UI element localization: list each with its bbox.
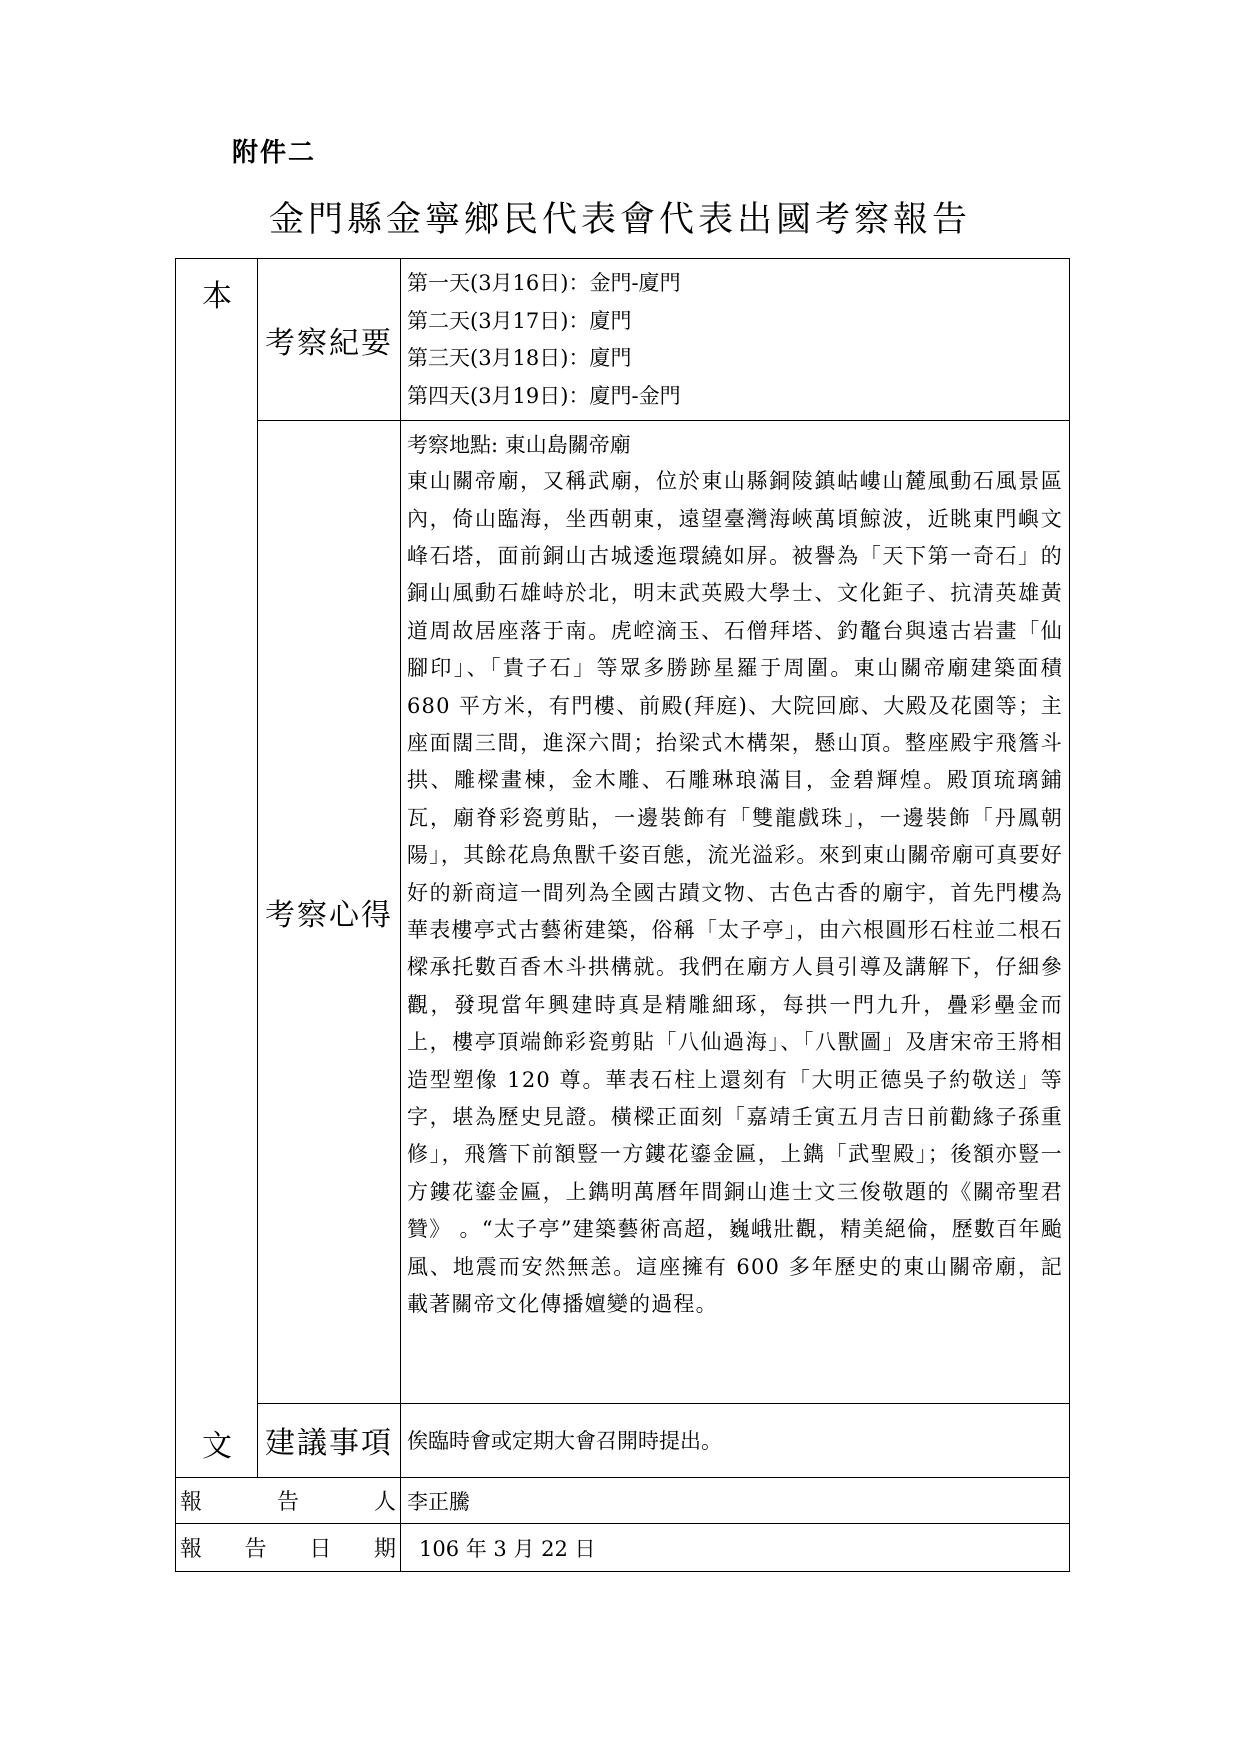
report-date-row [176,1524,1070,1572]
itinerary-item-day1: 第一天(3月16日)：金門-廈門 [407,271,681,295]
report-date-label-char: 報 [180,1537,203,1562]
reporter-label-char: 報 [180,1490,203,1515]
reflection-label: 考察心得 [258,421,401,1404]
report-date-label-char: 日 [309,1537,332,1562]
itinerary-item-day2: 第二天(3月17日)：廈門 [407,308,632,333]
body-section-char-bottom: 文 [202,1429,232,1464]
attachment-label: 附件二 [232,138,317,168]
itinerary-row [176,259,1070,421]
report-date-label-char: 告 [244,1537,267,1562]
reporter-name: 李正騰 [401,1478,1070,1524]
report-date-value: 106 年 3 月 22 日 [401,1524,1070,1572]
suggestion-text: 俟臨時會或定期大會召開時提出。 [401,1403,1070,1477]
reporter-row [176,1478,1070,1524]
itinerary-cell [401,259,1070,421]
itinerary-label: 考察紀要 [258,259,401,421]
suggestion-row [176,1403,1070,1477]
itinerary-list [401,259,1069,415]
itinerary-item-day3: 第三天(3月18日)：廈門 [407,346,632,370]
reflection-row [176,421,1070,1404]
reporter-label [176,1478,401,1524]
report-date-label-char: 期 [373,1537,396,1562]
body-section-cell [176,259,258,1478]
suggestion-label: 建議事項 [258,1403,401,1477]
reporter-label-char: 人 [373,1490,396,1515]
reflection-cell [401,421,1070,1404]
report-table [175,258,1070,1572]
report-date-label [176,1524,401,1572]
body-section-char-top: 本 [202,279,232,314]
itinerary-item-day4: 第四天(3月19日)：廈門-金門 [407,383,681,408]
document-title: 金門縣金寧鄉民代表會代表出國考察報告 [268,200,971,240]
reflection-location: 考察地點: 東山島關帝廟 [407,433,631,458]
reporter-label-char: 告 [276,1490,299,1515]
reflection-body-text: 東山關帝廟，又稱武廟，位於東山縣銅陵鎮岵嶁山麓風動石風景區內，倚山臨海，坐西朝東，遠望臺灣海峽萬頃鯨波，近眺東門嶼文峰石塔，面前銅山古城逶迤環繞如屏。被譽為「天下第一奇石」的銅山風動石雄峙於北，明末武英殿大學士、文化鉅子、抗清英雄黃道周故居座落于南。虎崆滴玉、石僧拜塔、釣鼇台與遠古岩畫「仙腳印」、「貴子石」等眾多勝跡星羅于周圍。東山關帝廟建築面積 680 平方米，有門樓、前殿(拜庭)、大院回廊、大殿及花園等；主座面闊三間，進深六間；抬梁式木構架，懸山頂。整座殿宇飛簷斗拱、雕樑畫棟，金木雕、石雕琳琅滿目，金碧輝煌。殿頂琉璃鋪瓦，廟脊彩瓷剪貼，一邊裝飾有「雙龍戲珠」，一邊裝飾「丹鳳朝陽」，其餘花鳥魚獸千姿百態，流光溢彩。來到東山關帝廟可真要好好的新商這一間列為全國古蹟文物、古色古香的廟宇，首先門樓為華表樓亭式古藝術建築，俗稱「太子亭」，由六根圓形石柱並二根石樑承托數百香木斗拱構就。我們在廟方人員引導及講解下，仔細參觀，發現當年興建時真是精雕細琢，每拱一門九升，疊彩壘金而上，樓亭頂端飾彩瓷剪貼「八仙過海」、「八獸圖」及唐宋帝王將相造型塑像 120 尊。華表石柱上還刻有「大明正德吳子約敬送」等字，堪為歷史見證。橫樑正面刻「嘉靖壬寅五月吉日前勸緣子孫重修」，飛簷下前額豎一方鏤花鎏金匾，上鐫「武聖殿」；後額亦豎一方鏤花鎏金匾，上鐫明萬曆年間銅山進士文三俊敬題的《關帝聖君贊》 。“太子亭”建築藝術高超，巍峨壯觀，精美絕倫，歷數百年颱風、地震而安然無恙。這座擁有 600 多年歷史的東山關帝廟，記載著關帝文化傳播嬗變的過程。 [407,469,1063,1317]
